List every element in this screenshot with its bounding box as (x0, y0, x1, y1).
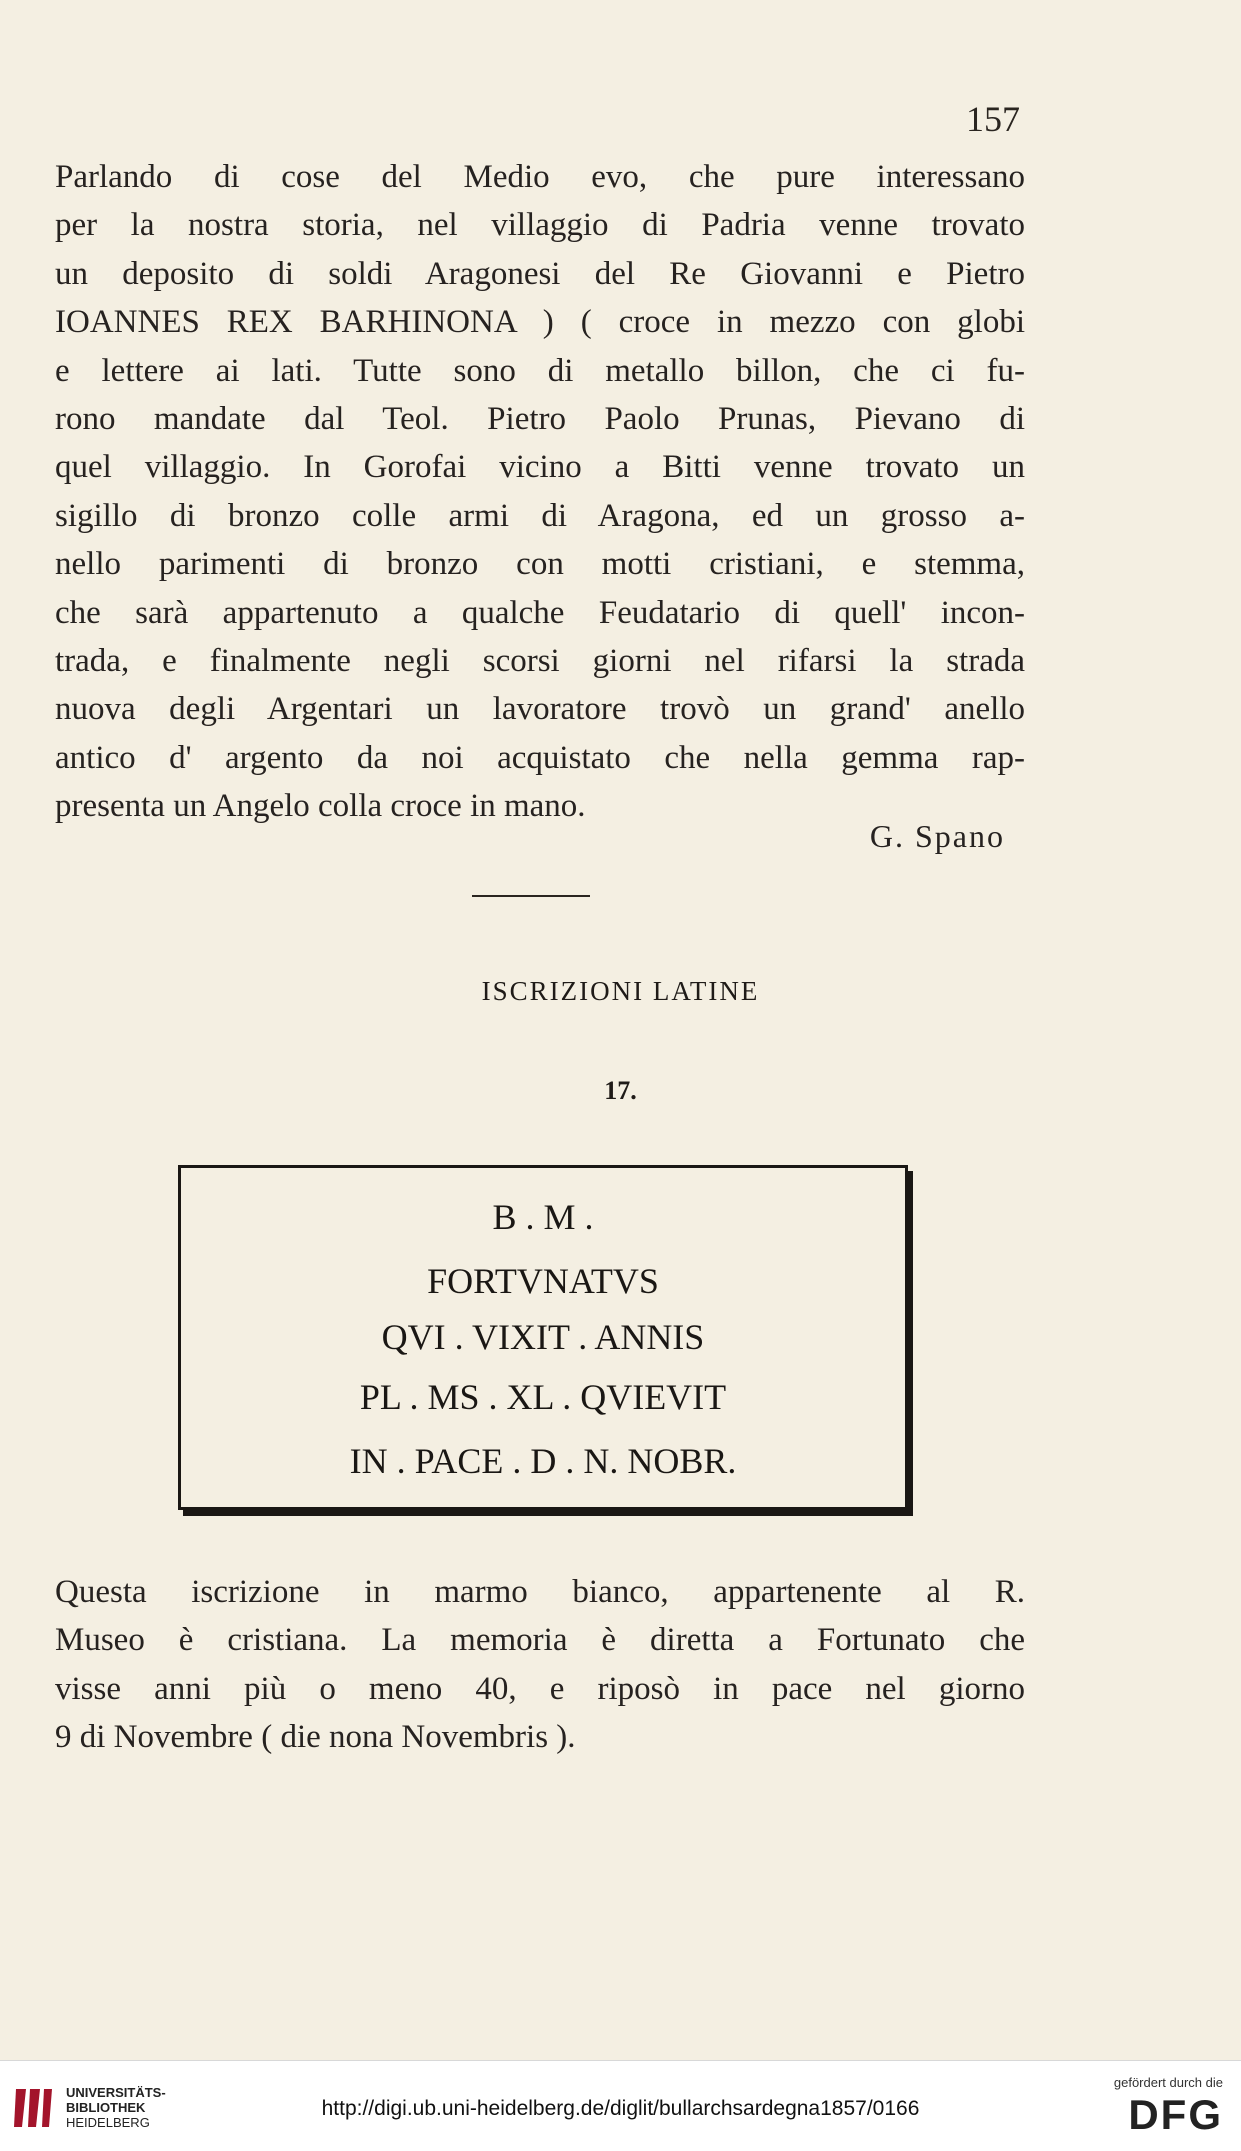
funded-by-text: gefördert durch die (1113, 2075, 1223, 2090)
document-url-link[interactable]: http://digi.ub.uni-heidelberg.de/diglit/bullarchsardegna1857/0166 (321, 2097, 920, 2120)
text-line: Parlando di cose del Medio evo, che pure interessano (55, 159, 1025, 195)
inscription-line: FORTVNATVS (427, 1261, 659, 1301)
text-line: trada, e finalmente negli scorsi giorni nel rifarsi la strada (55, 642, 1025, 679)
paragraph-inscription-commentary (55, 1568, 1025, 1762)
text-line: rono mandate dal Teol. Pietro Paolo Prunas, Pievano di (55, 400, 1025, 437)
text-line: un deposito di soldi Aragonesi del Re Giovanni e Pietro (55, 255, 1025, 292)
inscription-line: B . M . (492, 1197, 594, 1237)
viewer-footer (0, 2060, 1241, 2151)
section-separator (472, 895, 590, 897)
text-line: IOANNES REX BARHINONA ) ( croce in mezzo con globi (55, 304, 1025, 341)
library-name-line: BIBLIOTHEK (66, 2100, 146, 2115)
text-line: presenta un Angelo colla croce in mano. (55, 788, 586, 825)
text-line: e lettere ai lati. Tutte sono di metallo billon, che ci fu- (55, 352, 1025, 389)
author-signature: G. Spano (869, 818, 1005, 854)
library-name-line: UNIVERSITÄTS- (66, 2085, 166, 2100)
text-line: visse anni più o meno 40, e riposò in pace nel giorno (55, 1670, 1025, 1707)
inscription-line: PL . MS . XL . QVIEVIT (359, 1377, 727, 1417)
text-line: Questa iscrizione in marmo bianco, appartenente al R. (55, 1574, 1025, 1610)
text-line: antico d' argento da noi acquistato che nella gemma rap- (55, 739, 1025, 776)
page-number: 157 (966, 99, 1020, 139)
text-line: quel villaggio. In Gorofai vicino a Bitti venne trovato un (55, 449, 1025, 486)
text-line: nello parimenti di bronzo con motti cristiani, e stemma, (55, 546, 1025, 583)
text-line: nuova degli Argentari un lavoratore trovò un grand' anello (55, 691, 1025, 728)
inscription-line: QVI . VIXIT . ANNIS (381, 1317, 705, 1357)
text-line: per la nostra storia, nel villaggio di Padria venne trovato (55, 207, 1025, 244)
text-line: sigillo di bronzo colle armi di Aragona, ed un grosso a- (55, 497, 1025, 534)
library-name-line: HEIDELBERG (66, 2115, 150, 2130)
inscription-box (178, 1165, 908, 1510)
paragraph-medieval-finds (55, 153, 1025, 830)
dfg-logo: DFG (1128, 2091, 1223, 2138)
text-line: 9 di Novembre ( die nona Novembris ). (55, 1719, 576, 1756)
inscription-number: 17. (604, 1076, 637, 1105)
inscription-line: IN . PACE . D . N. NOBR. (349, 1441, 737, 1481)
text-line: che sarà appartenuto a qualche Feudatario di quell' incon- (55, 594, 1025, 631)
section-heading: ISCRIZIONI LATINE (481, 976, 760, 1006)
text-line: Museo è cristiana. La memoria è diretta a Fortunato che (55, 1622, 1025, 1659)
